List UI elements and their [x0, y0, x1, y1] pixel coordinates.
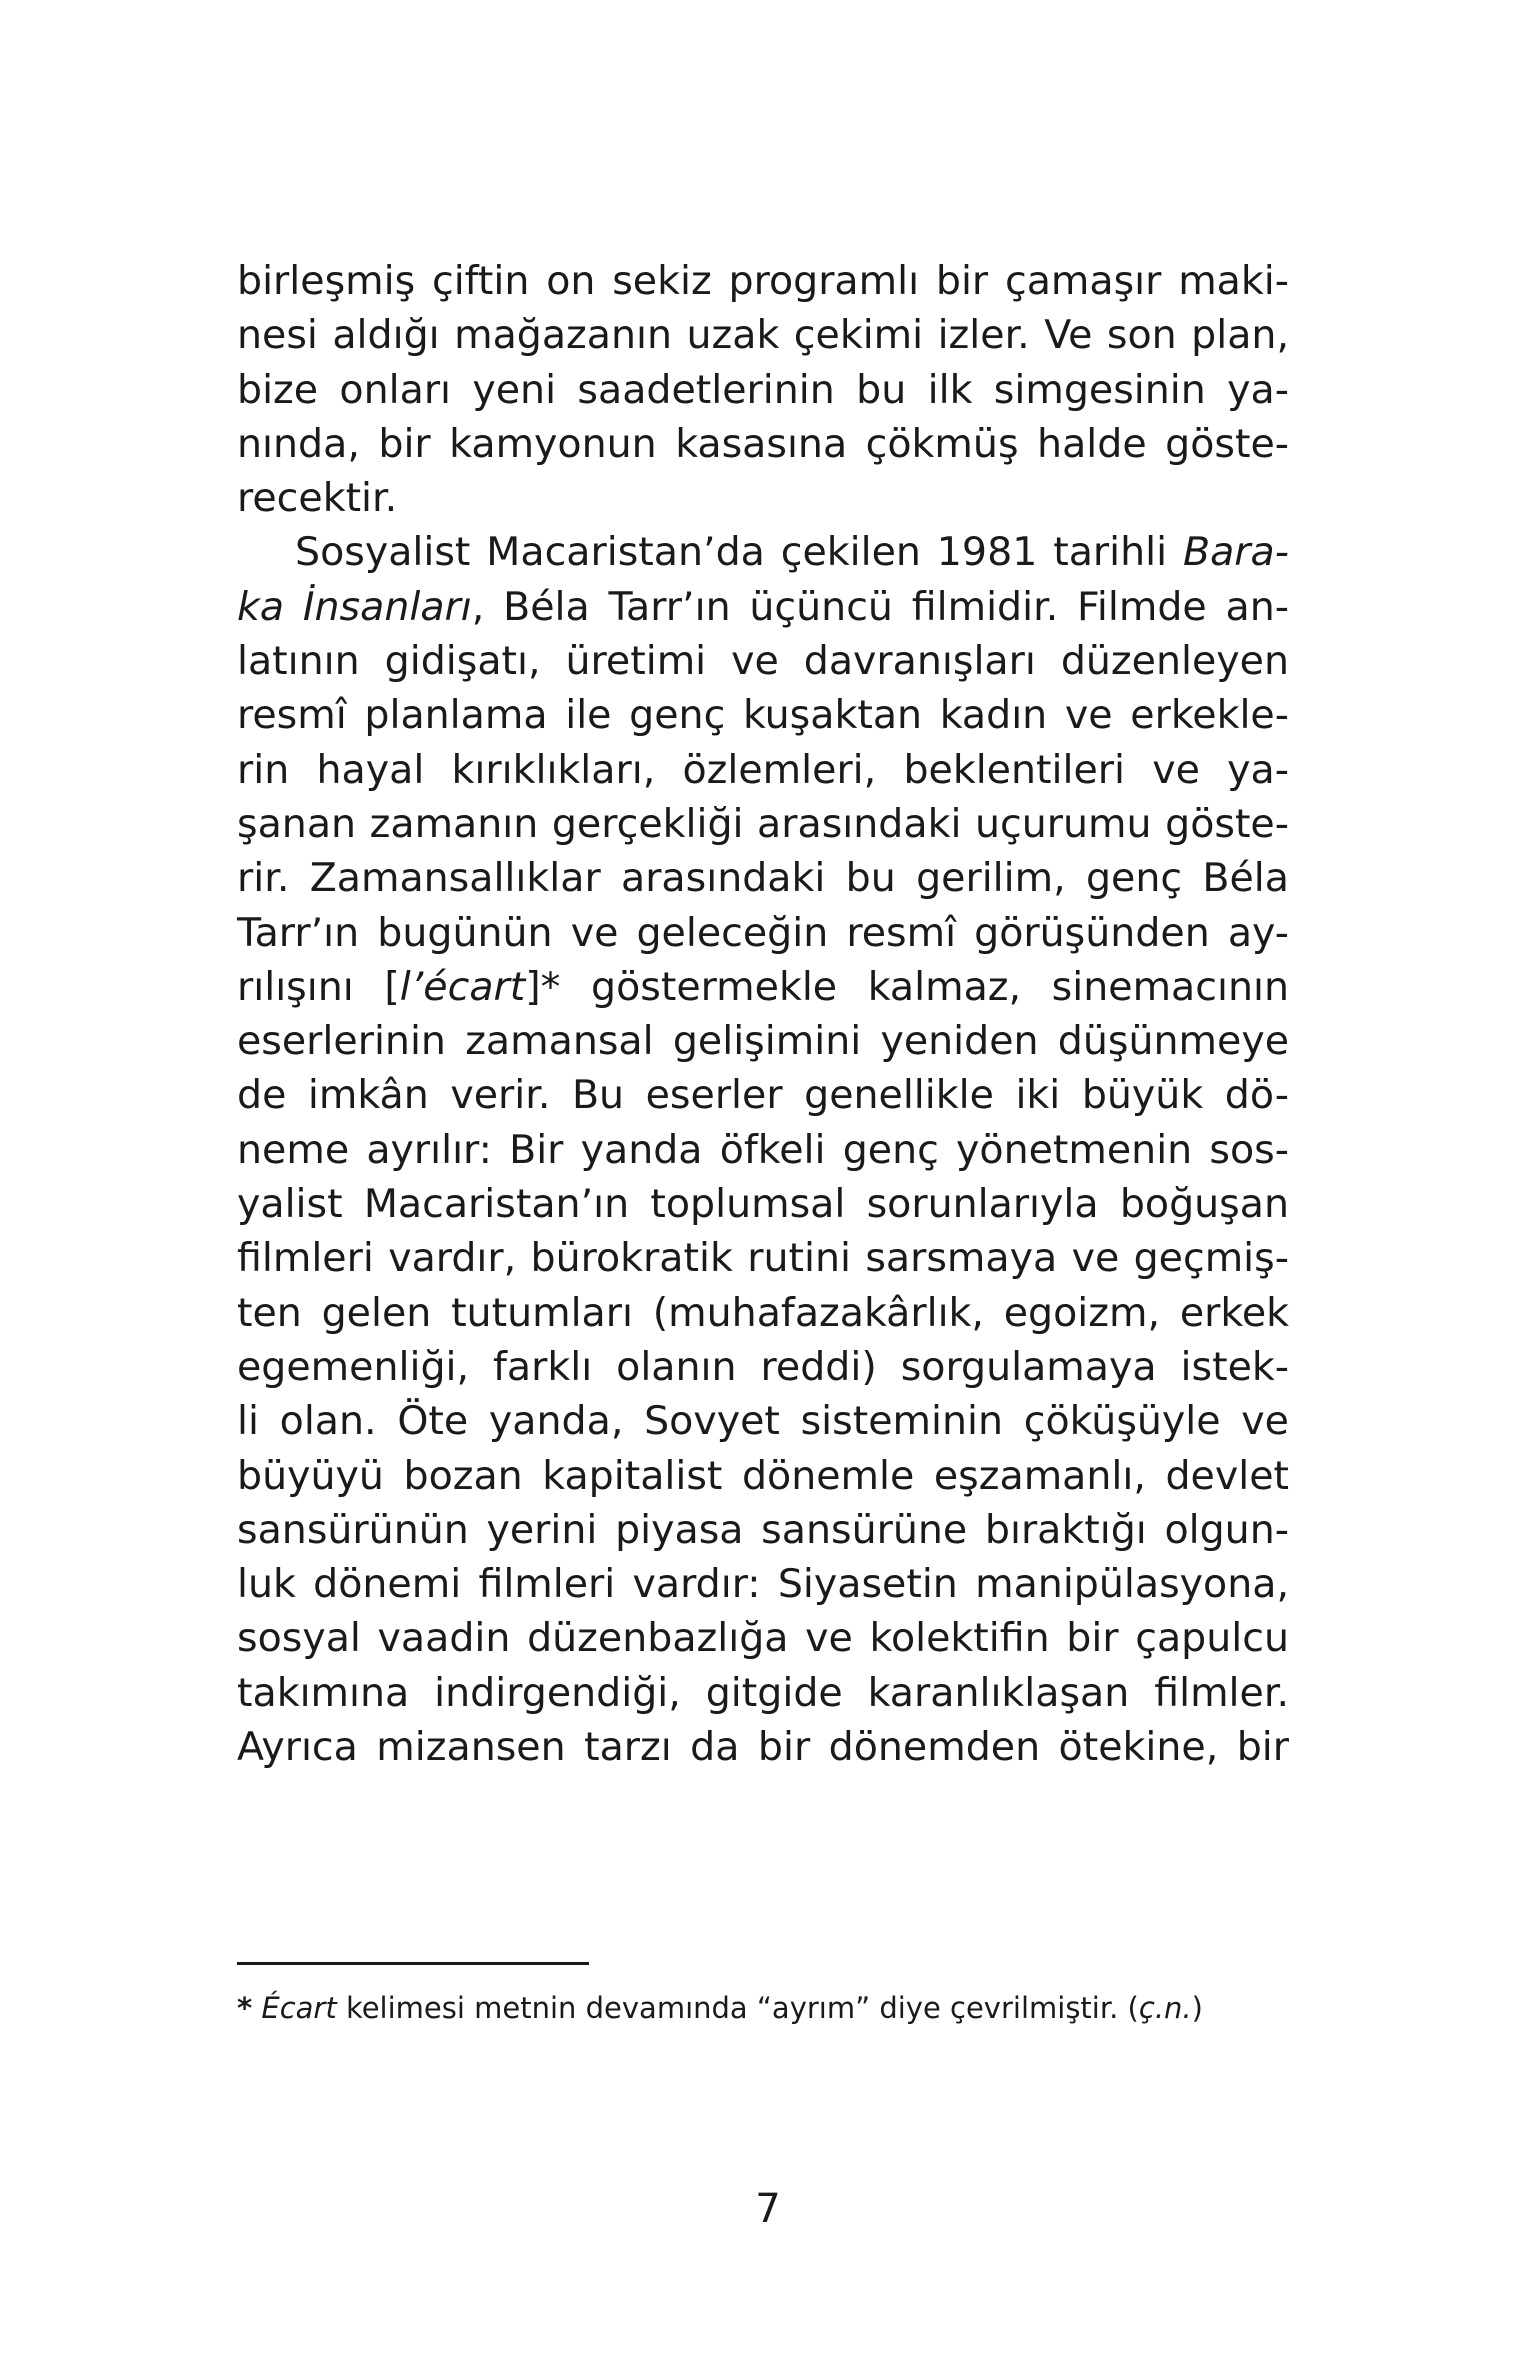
text-line: şanan zamanın gerçekliği arasındaki uçurumu göste-	[237, 800, 1289, 847]
footnote-separator	[237, 1962, 589, 1965]
text-line	[237, 960, 1289, 1014]
text-line: rir. Zamansallıklar arasındaki bu gerilim, genç Béla	[237, 855, 1289, 902]
text-line: luk dönemi filmleri vardır: Siyasetin manipülasyona,	[237, 1561, 1289, 1608]
text-line: de imkân verir. Bu eserler genellikle iki büyük dö-	[237, 1072, 1289, 1119]
text-line: recektir.	[237, 475, 398, 522]
text-line: büyüyü bozan kapitalist dönemle eşzamanlı, devlet	[237, 1452, 1289, 1499]
text-line	[237, 525, 1289, 579]
text-line: bize onları yeni saadetlerinin bu ilk simgesinin ya-	[237, 366, 1289, 413]
text-line: birleşmiş çiftin on sekiz programlı bir çamaşır maki-	[237, 258, 1289, 304]
footnote-term: Écart	[261, 1991, 337, 2025]
text-line: sansürünün yerini piyasa sansürüne bıraktığı olgun-	[237, 1506, 1289, 1553]
page-number: 7	[755, 2186, 781, 2232]
text-line: li olan. Öte yanda, Sovyet sisteminin çöküşüyle ve	[237, 1398, 1289, 1445]
text-line: egemenliği, farklı olanın reddi) sorgulamaya istek-	[237, 1343, 1289, 1390]
text-line: yalist Macaristan’ın toplumsal sorunlarıyla boğuşan	[237, 1181, 1289, 1228]
text-line: nesi aldığı mağazanın uzak çekimi izler. Ve son plan,	[237, 312, 1289, 359]
text-line: sosyal vaadin düzenbazlığa ve kolektifin bir çapulcu	[237, 1615, 1289, 1662]
text-line: Tarr’ın bugünün ve geleceğin resmî görüşünden ay-	[237, 909, 1289, 956]
footnote	[237, 1990, 1203, 2026]
text-line: rin hayal kırıklıkları, özlemleri, beklentileri ve ya-	[237, 746, 1289, 793]
italic-term: Bara-	[1182, 529, 1289, 576]
text-line	[237, 580, 1289, 634]
text-line: filmleri vardır, bürokratik rutini sarsmaya ve geçmiş-	[237, 1235, 1289, 1282]
italic-term: l’écart	[399, 963, 526, 1010]
text-line: eserlerinin zamansal gelişimini yeniden düşünmeye	[237, 1018, 1289, 1065]
footnote-marker: *	[237, 1991, 253, 2025]
italic-term: ka İnsanları	[237, 583, 472, 630]
text-line: nında, bir kamyonun kasasına çökmüş halde göste-	[237, 420, 1289, 467]
text-segment: Sosyalist Macaristan’da çekilen 1981 tarihli	[295, 529, 1183, 576]
footnote-close: )	[1191, 1991, 1203, 2025]
text-segment: , Béla Tarr’ın üçüncü filmidir. Filmde an-	[471, 583, 1289, 630]
text-line: neme ayrılır: Bir yanda öfkeli genç yönetmenin sos-	[237, 1126, 1289, 1173]
text-line: resmî planlama ile genç kuşaktan kadın ve erkekle-	[237, 692, 1289, 739]
text-line: latının gidişatı, üretimi ve davranışları düzenleyen	[237, 638, 1289, 685]
footnote-abbreviation: ç.n.	[1138, 1991, 1192, 2025]
text-line: Ayrıca mizansen tarzı da bir dönemden ötekine, bir	[237, 1724, 1289, 1771]
text-segment: rılışını [	[237, 963, 400, 1010]
body-text	[237, 254, 1289, 1774]
text-line: takımına indirgendiği, gitgide karanlıklaşan filmler.	[237, 1669, 1289, 1716]
text-line: ten gelen tutumları (muhafazakârlık, egoizm, erkek	[237, 1289, 1289, 1336]
text-segment: ]* göstermekle kalmaz, sinemacının	[525, 963, 1289, 1010]
footnote-text: kelimesi metnin devamında “ayrım” diye çevrilmiştir. (	[336, 1991, 1139, 2025]
